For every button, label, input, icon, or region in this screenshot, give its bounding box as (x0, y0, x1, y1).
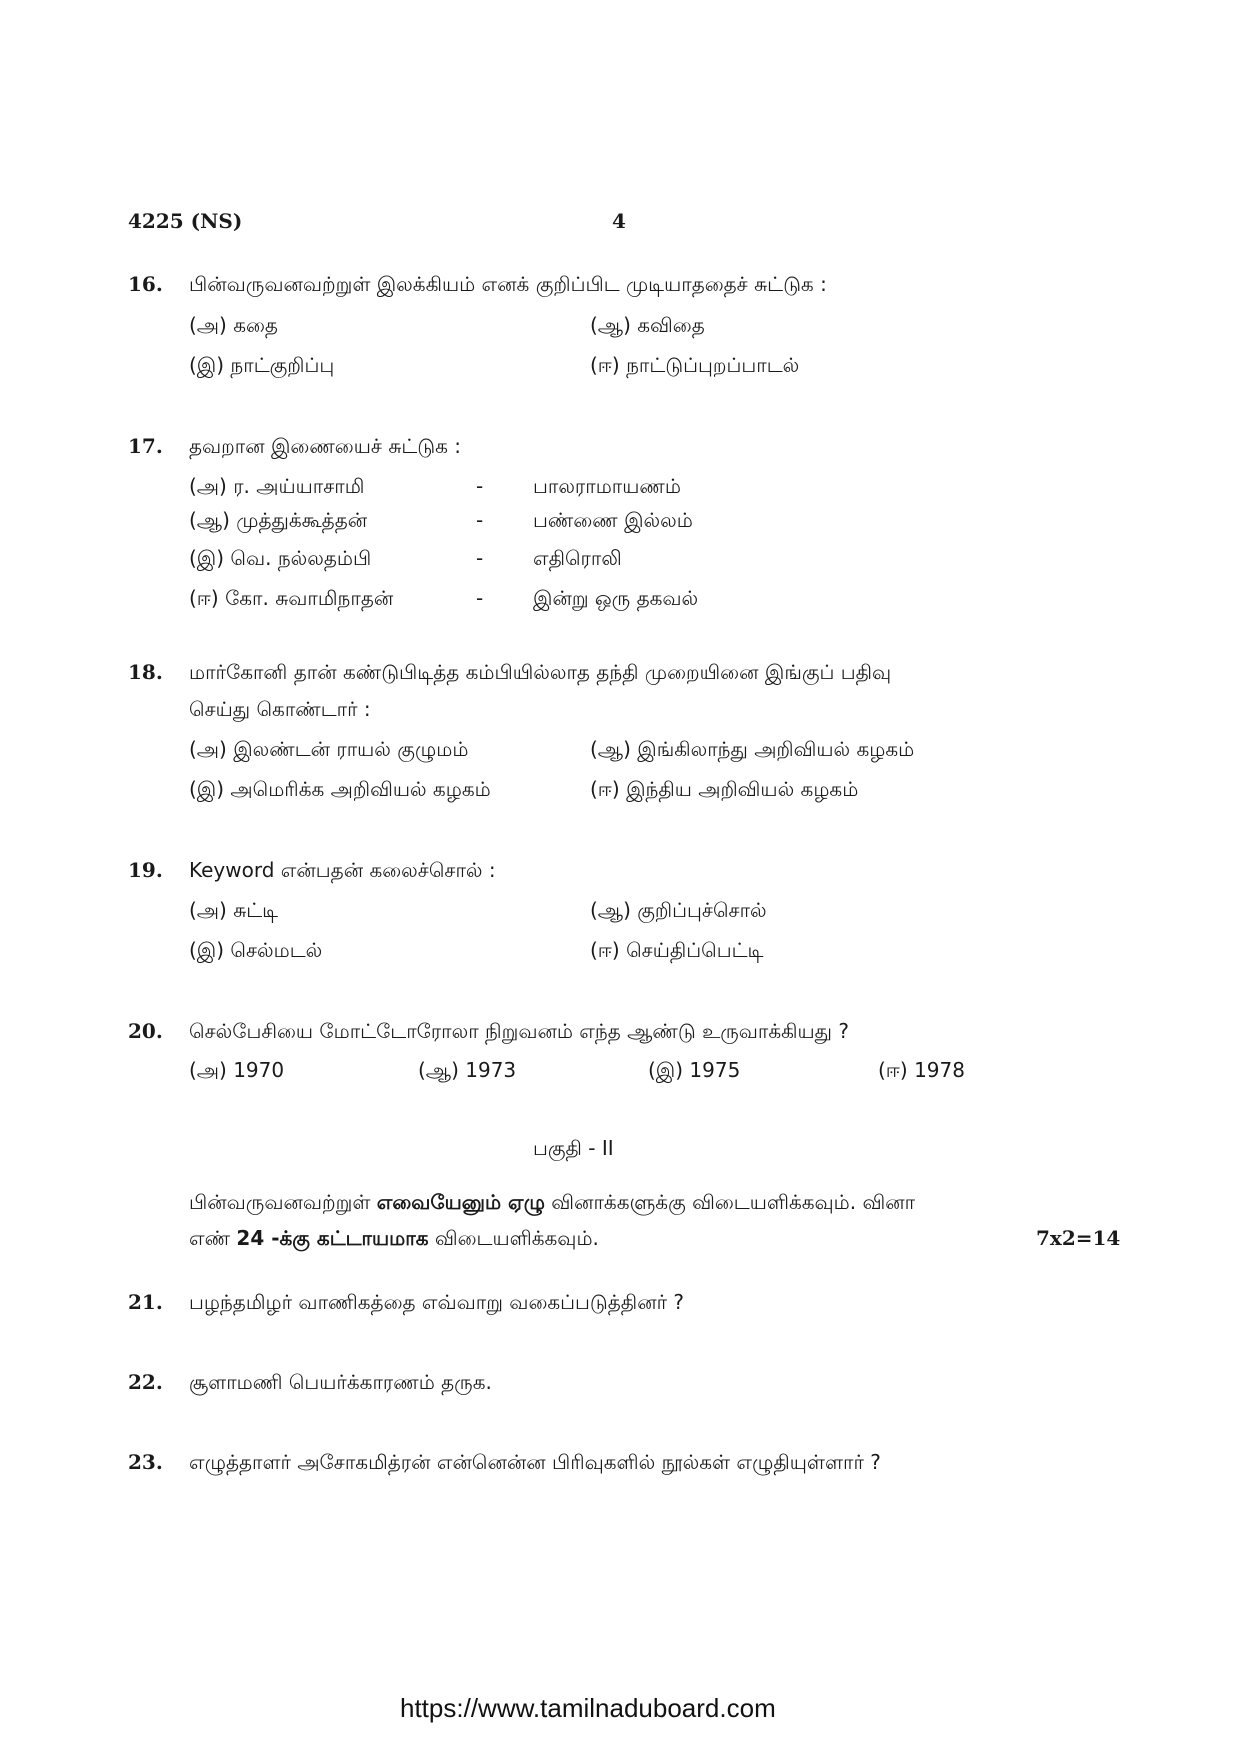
option-ee: (ஈ) செய்திப்பெட்டி (590, 938, 764, 962)
question-text: பழந்தமிழர் வாணிகத்தை எவ்வாறு வகைப்படுத்தினர் ? (189, 1290, 685, 1314)
option-i: (இ) செல்மடல் (189, 938, 323, 962)
section-instruction-line1 (189, 1190, 915, 1217)
option-ee: (ஈ) நாட்டுப்புறப்பாடல் (590, 353, 800, 377)
pair-value: பாலராமாயணம் (533, 474, 681, 498)
instruction-emphasis: எவையேனும் ஏழு (376, 1190, 545, 1214)
pair-dash: - (476, 546, 484, 570)
pair-value: இன்று ஒரு தகவல் (533, 586, 699, 610)
option-a: (அ) சுட்டி (189, 898, 279, 922)
section-instruction-line2 (189, 1226, 599, 1253)
question-text-line1: மார்கோனி தான் கண்டுபிடித்த கம்பியில்லாத தந்தி முறையினை இங்குப் பதிவு (189, 660, 892, 684)
question-number: 20. (128, 1019, 163, 1043)
question-text: எழுத்தாளர் அசோகமித்ரன் என்னென்ன பிரிவுகளில் நூல்கள் எழுதியுள்ளார் ? (189, 1450, 881, 1474)
option-i: (இ) நாட்குறிப்பு (189, 353, 335, 377)
question-number: 16. (128, 272, 163, 296)
instruction-text: வினாக்களுக்கு விடையளிக்கவும். வினா (544, 1190, 916, 1214)
option-aa: (ஆ) இங்கிலாந்து அறிவியல் கழகம் (590, 737, 915, 761)
page-number: 4 (612, 209, 626, 233)
option-a: (அ) இலண்டன் ராயல் குழுமம் (189, 737, 469, 761)
pair-label: (ஈ) கோ. சுவாமிநாதன் (189, 586, 394, 610)
instruction-text: எண் (189, 1226, 237, 1250)
question-text: Keyword என்பதன் கலைச்சொல் : (189, 858, 496, 882)
question-number: 19. (128, 858, 163, 882)
pair-label: (இ) வெ. நல்லதம்பி (189, 546, 372, 570)
question-text: சூளாமணி பெயர்க்காரணம் தருக. (189, 1370, 492, 1394)
option-aa: (ஆ) கவிதை (590, 313, 705, 337)
question-text-line2: செய்து கொண்டார் : (189, 697, 371, 721)
instruction-text: விடையளிக்கவும். (428, 1226, 599, 1250)
pair-label: (ஆ) முத்துக்கூத்தன் (189, 508, 368, 532)
question-number: 17. (128, 434, 163, 458)
option-aa: (ஆ) குறிப்புச்சொல் (590, 898, 767, 922)
question-number: 22. (128, 1370, 163, 1394)
option-i: (இ) அமெரிக்க அறிவியல் கழகம் (189, 777, 491, 801)
question-number: 18. (128, 660, 163, 684)
pair-dash: - (476, 586, 484, 610)
question-text: தவறான இணையைச் சுட்டுக : (189, 434, 462, 458)
instruction-emphasis: 24 -க்கு கட்டாயமாக (236, 1226, 429, 1250)
question-text: செல்பேசியை மோட்டோரோலா நிறுவனம் எந்த ஆண்டு உருவாக்கியது ? (189, 1019, 849, 1043)
section-title: பகுதி - II (533, 1136, 614, 1160)
question-text: பின்வருவனவற்றுள் இலக்கியம் எனக் குறிப்பிட முடியாததைச் சுட்டுக : (189, 272, 827, 296)
paper-code: 4225 (NS) (128, 209, 243, 233)
question-number: 23. (128, 1450, 163, 1474)
pair-dash: - (476, 508, 484, 532)
section-marks: 7x2=14 (1036, 1226, 1121, 1250)
pair-value: எதிரொலி (533, 546, 622, 570)
option-ee: (ஈ) இந்திய அறிவியல் கழகம் (590, 777, 859, 801)
pair-label: (அ) ர. அய்யாசாமி (189, 474, 365, 498)
pair-dash: - (476, 474, 484, 498)
pair-value: பண்ணை இல்லம் (533, 508, 693, 532)
option-ee: (ஈ) 1978 (878, 1058, 965, 1082)
option-aa: (ஆ) 1973 (418, 1058, 517, 1082)
option-a: (அ) கதை (189, 313, 278, 337)
question-number: 21. (128, 1290, 163, 1314)
option-i: (இ) 1975 (648, 1058, 741, 1082)
footer-url[interactable]: https://www.tamilnaduboard.com (400, 1693, 776, 1723)
option-a: (அ) 1970 (189, 1058, 285, 1082)
instruction-text: பின்வருவனவற்றுள் (189, 1190, 377, 1214)
